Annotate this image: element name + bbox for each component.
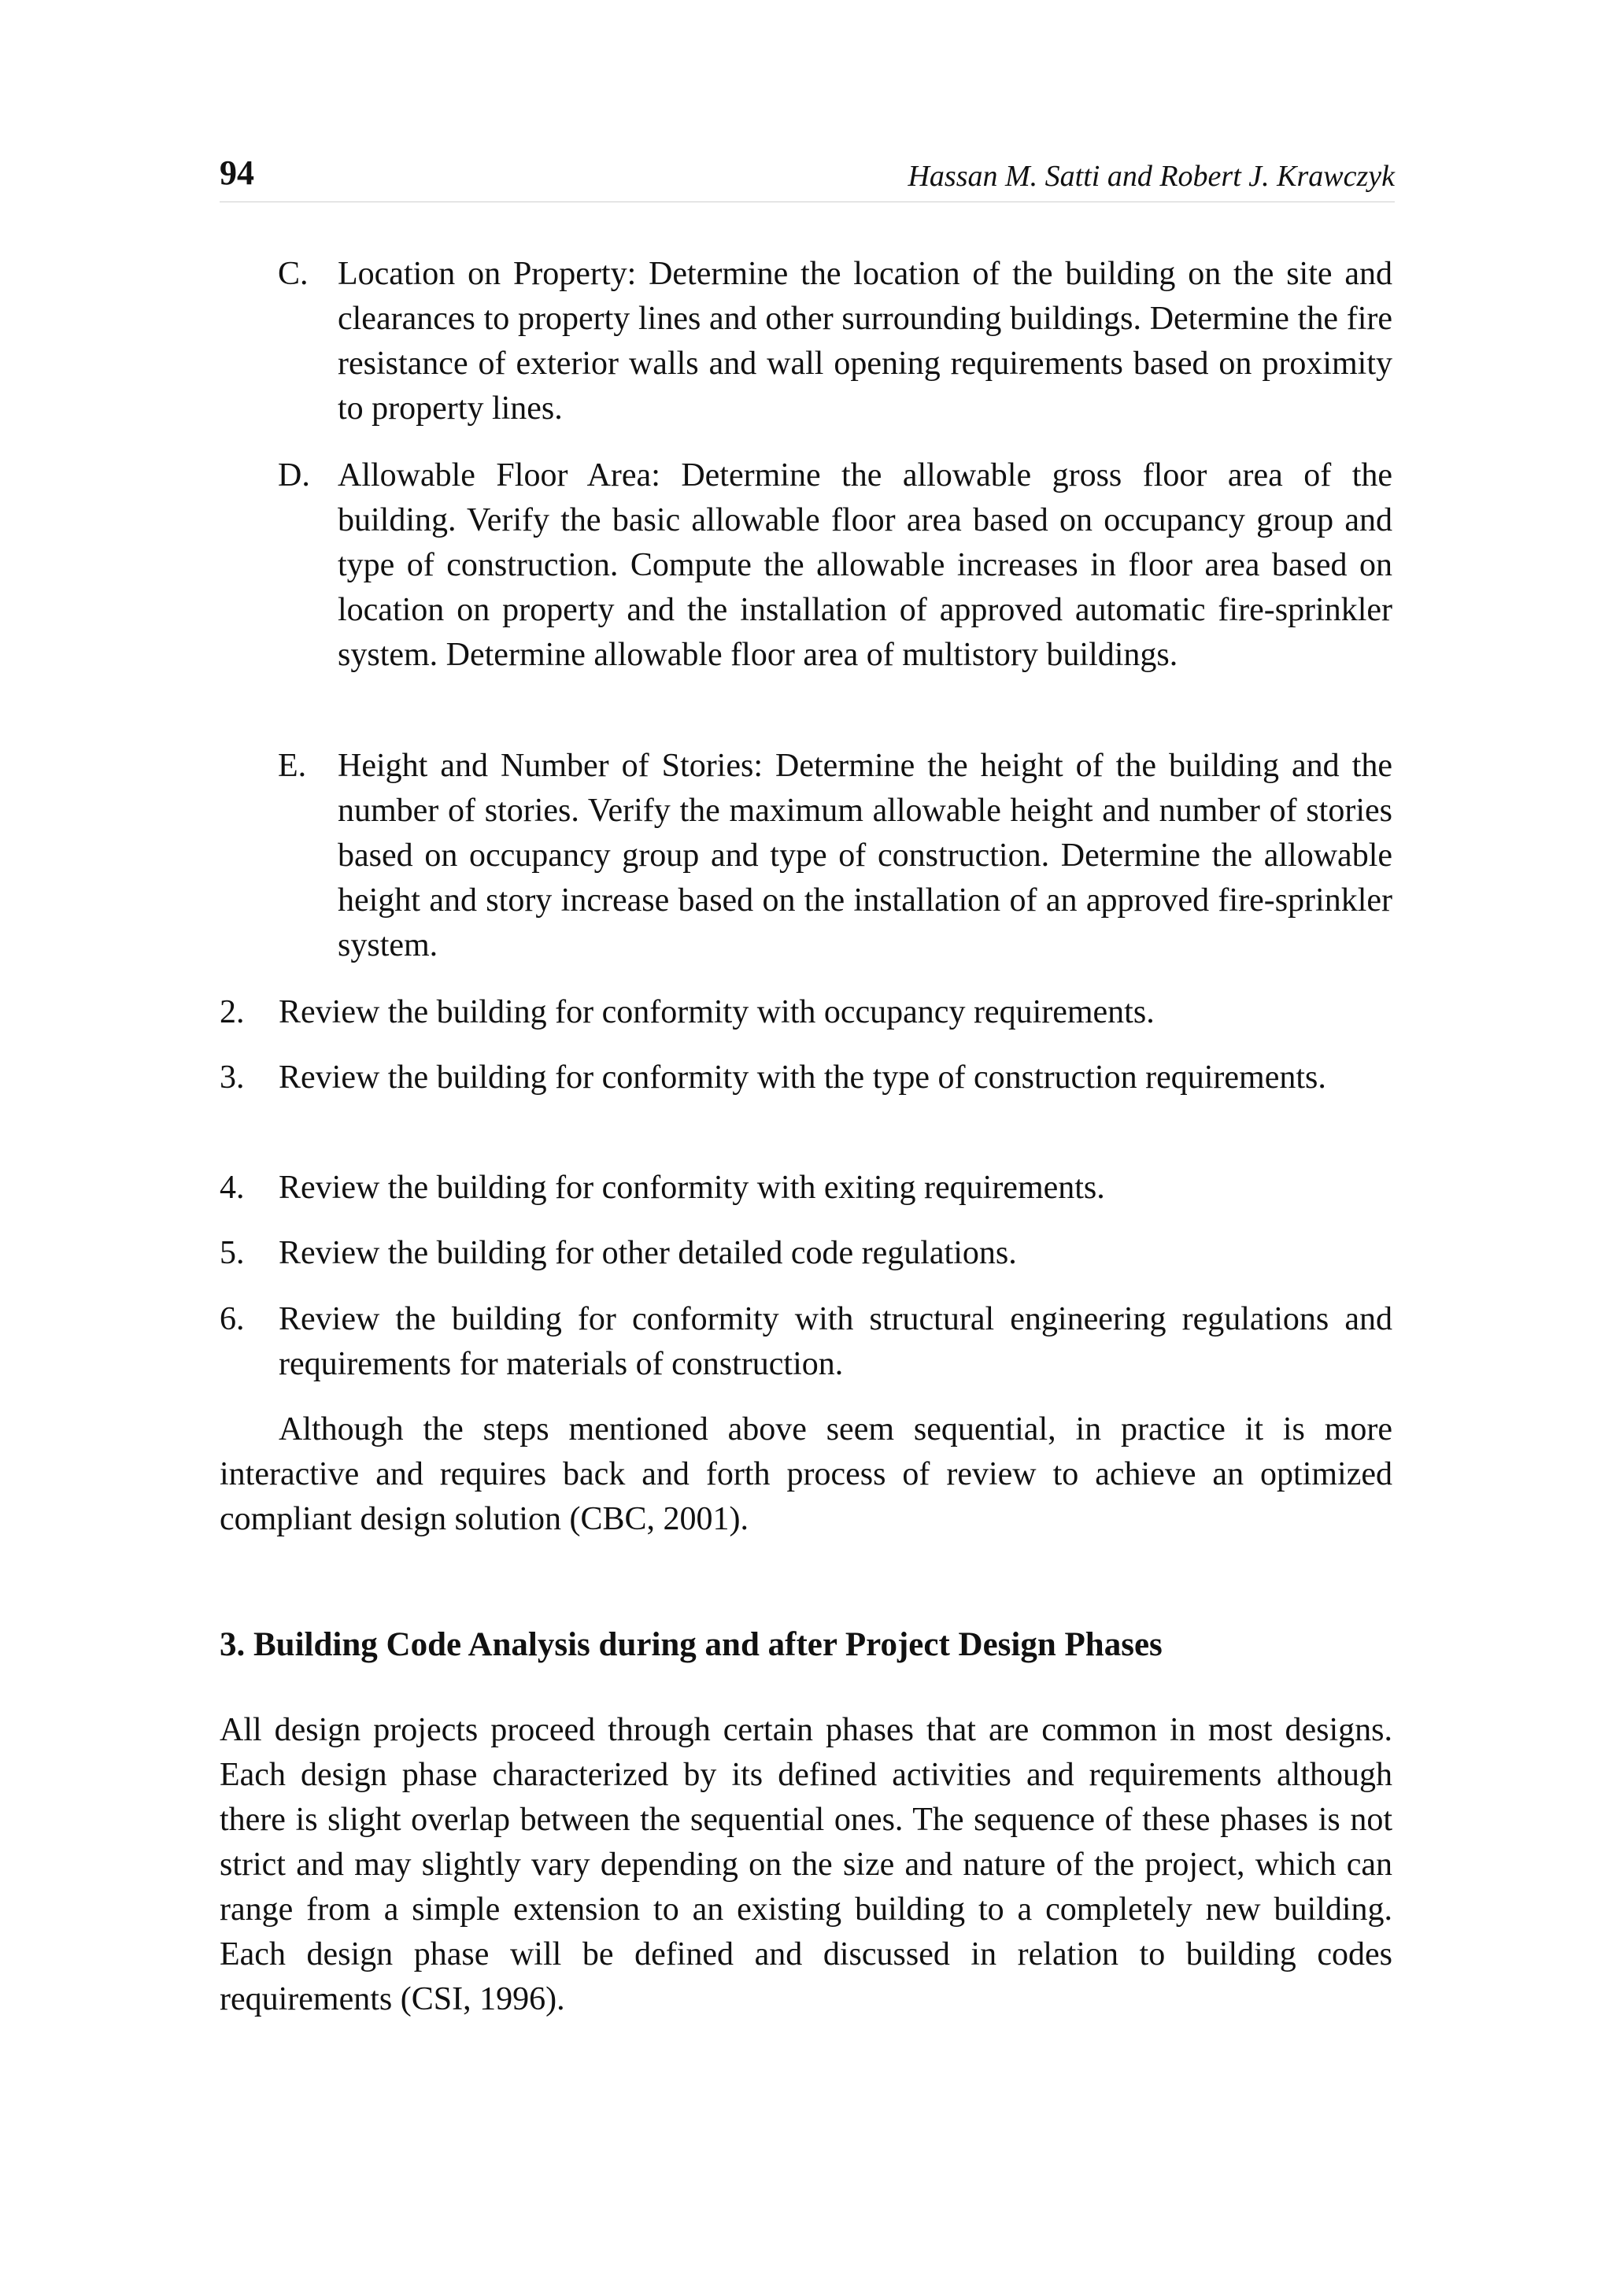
section-heading: 3. Building Code Analysis during and after Project Design Phases: [220, 1626, 1163, 1663]
list-item-label: D.: [278, 457, 310, 494]
list-item-label: 3.: [220, 1059, 245, 1096]
list-item-2: [220, 990, 1392, 1035]
list-item-e: [278, 744, 1392, 968]
list-item-text: Review the building for conformity with structural engineering regulations and requirements for materials of construction.: [279, 1301, 1392, 1382]
list-item-label: 4.: [220, 1170, 245, 1206]
page-number: 94: [220, 153, 254, 192]
list-item-3: [220, 1056, 1392, 1100]
list-item-d: [278, 453, 1392, 678]
list-item-5: [220, 1231, 1392, 1276]
running-head-authors: Hassan M. Satti and Robert J. Krawczyk: [908, 160, 1395, 193]
body-paragraph-design-phases: All design projects proceed through certain phases that are common in most designs. Each design phase characterized by its defined activities and requirements although there is slight overlap between the sequential ones. The sequence of these phases is not strict and may slightly vary depending on the size and nature of the project, which can range from a simple extension to an existing building to a completely new building. Each design phase will be defined and discussed in relation to building codes requirements (CSI, 1996).: [220, 1712, 1392, 2017]
list-item-text: Review the building for conformity with the type of construction requirements.: [279, 1059, 1326, 1096]
list-item-label: C.: [278, 256, 309, 292]
list-item-6: [220, 1297, 1392, 1387]
list-item-label: E.: [278, 748, 307, 784]
list-item-text: Location on Property: Determine the location of the building on the site and clearances to property lines and other surrounding buildings. Determine the fire resistance of exterior walls and wall opening requirements based on proximity to property lines.: [338, 256, 1392, 427]
list-item-label: 5.: [220, 1235, 245, 1271]
page-header: [220, 153, 1395, 202]
list-item-label: 6.: [220, 1301, 245, 1337]
list-item-text: Review the building for conformity with occupancy requirements.: [279, 994, 1155, 1030]
list-item-label: 2.: [220, 994, 245, 1030]
list-item-c: [278, 252, 1392, 431]
list-item-4: [220, 1166, 1392, 1211]
list-item-text: Review the building for other detailed code regulations.: [279, 1235, 1017, 1271]
list-item-text: Review the building for conformity with exiting requirements.: [279, 1170, 1105, 1206]
list-item-text: Allowable Floor Area: Determine the allowable gross floor area of the building. Verify the basic allowable floor area based on occupancy group and type of construction. Compute the allowable increases in floor area based on location on property and the installation of approved automatic fire-sprinkler system. Determine allowable floor area of multistory buildings.: [338, 457, 1392, 673]
body-paragraph-sequential-steps: Although the steps mentioned above seem sequential, in practice it is more interactive and requires back and forth process of review to achieve an optimized compliant design solution (CBC, 2001).: [220, 1411, 1392, 1537]
list-item-text: Height and Number of Stories: Determine the height of the building and the number of stories. Verify the maximum allowable height and number of stories based on occupancy group and type of construction. Determine the allowable height and story increase based on the installation of an approved fire-sprinkler system.: [338, 748, 1392, 963]
